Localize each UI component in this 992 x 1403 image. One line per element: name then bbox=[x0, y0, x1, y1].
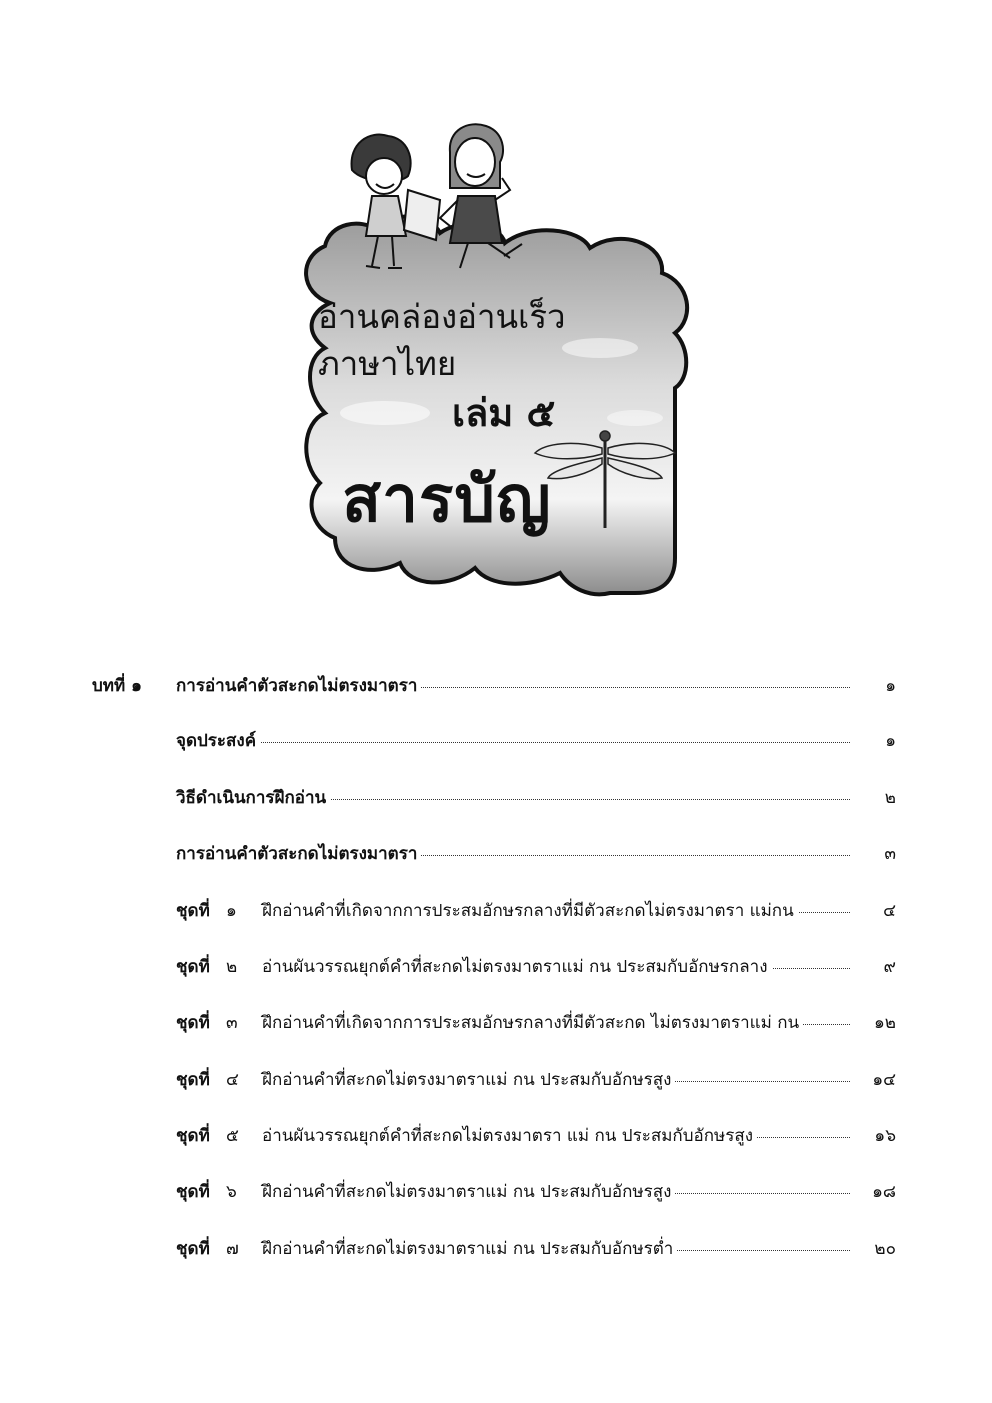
toc-chapter-row[interactable] bbox=[0, 672, 992, 712]
set-label: ชุดที่ bbox=[176, 1070, 210, 1090]
toc-entry-title: การอ่านคำตัวสะกดไม่ตรงมาตรา bbox=[176, 672, 421, 699]
toc-entry-title: ฝึกอ่านคำที่สะกดไม่ตรงมาตราแม่ กน ประสมกับอักษรสูง bbox=[262, 1066, 675, 1093]
toc-entry-title: ฝึกอ่านคำที่สะกดไม่ตรงมาตราแม่ กน ประสมกับอักษรต่ำ bbox=[262, 1235, 677, 1262]
toc-page-number: ๑ bbox=[885, 676, 896, 696]
set-number: ๗ bbox=[226, 1239, 239, 1259]
toc-title: สารบัญ bbox=[342, 463, 552, 537]
toc-set-row[interactable] bbox=[0, 1178, 992, 1218]
toc-page-number: ๑๘ bbox=[872, 1182, 896, 1202]
toc-entry-title: จุดประสงค์ bbox=[176, 727, 260, 754]
toc-entry-title: อ่านผันวรรณยุกต์คำที่สะกดไม่ตรงมาตราแม่ กน ประสมกับอักษรกลาง bbox=[262, 953, 772, 980]
set-label: ชุดที่ bbox=[176, 1239, 210, 1259]
toc-page-number: ๒๐ bbox=[874, 1239, 896, 1259]
chapter-label: บทที่ ๑ bbox=[92, 676, 142, 696]
set-label: ชุดที่ bbox=[176, 957, 210, 977]
set-label: ชุดที่ bbox=[176, 901, 210, 921]
set-number: ๓ bbox=[226, 1013, 238, 1033]
toc-set-row[interactable] bbox=[0, 1009, 992, 1049]
set-number: ๔ bbox=[226, 1070, 239, 1090]
toc-section-row[interactable] bbox=[0, 840, 992, 880]
toc-page-number: ๑๒ bbox=[874, 1013, 896, 1033]
series-title-line1: อ่านคล่องอ่านเร็ว bbox=[318, 297, 566, 336]
toc-entry-title: ฝึกอ่านคำที่สะกดไม่ตรงมาตราแม่ กน ประสมกับอักษรสูง bbox=[262, 1178, 675, 1205]
toc-section-row[interactable] bbox=[0, 784, 992, 824]
toc-page-number: ๙ bbox=[883, 957, 896, 977]
toc-entry-title: ฝึกอ่านคำที่เกิดจากการประสมอักษรกลางที่มีตัวสะกดไม่ตรงมาตรา แม่กน bbox=[262, 897, 798, 924]
toc-page-number: ๑๔ bbox=[872, 1070, 896, 1090]
toc-entry-title: ฝึกอ่านคำที่เกิดจากการประสมอักษรกลางที่มีตัวสะกด ไม่ตรงมาตราแม่ กน bbox=[262, 1009, 803, 1036]
toc-set-row[interactable] bbox=[0, 953, 992, 993]
toc-entry-title: วิธีดำเนินการฝึกอ่าน bbox=[176, 784, 330, 811]
toc-entry-title: อ่านผันวรรณยุกต์คำที่สะกดไม่ตรงมาตรา แม่ กน ประสมกับอักษรสูง bbox=[262, 1122, 757, 1149]
volume-label: เล่ม ๕ bbox=[452, 391, 556, 435]
set-label: ชุดที่ bbox=[176, 1182, 210, 1202]
dot-leader bbox=[176, 742, 850, 743]
set-number: ๑ bbox=[226, 901, 237, 921]
toc-page-number: ๑ bbox=[885, 731, 896, 751]
toc-set-row[interactable] bbox=[0, 1122, 992, 1162]
toc-page-number: ๑๖ bbox=[874, 1126, 896, 1146]
set-number: ๕ bbox=[226, 1126, 239, 1146]
series-title-line2: ภาษาไทย bbox=[318, 344, 457, 383]
toc-entry-title: การอ่านคำตัวสะกดไม่ตรงมาตรา bbox=[176, 840, 421, 867]
toc-section-row[interactable] bbox=[0, 727, 992, 767]
set-number: ๒ bbox=[226, 957, 238, 977]
set-label: ชุดที่ bbox=[176, 1126, 210, 1146]
toc-page-number: ๓ bbox=[884, 844, 896, 864]
toc-page-number: ๒ bbox=[884, 788, 896, 808]
toc-set-row[interactable] bbox=[0, 897, 992, 937]
set-number: ๖ bbox=[226, 1182, 237, 1202]
toc-set-row[interactable] bbox=[0, 1066, 992, 1106]
toc-set-row[interactable] bbox=[0, 1235, 992, 1275]
set-label: ชุดที่ bbox=[176, 1013, 210, 1033]
toc-page-number: ๔ bbox=[883, 901, 896, 921]
